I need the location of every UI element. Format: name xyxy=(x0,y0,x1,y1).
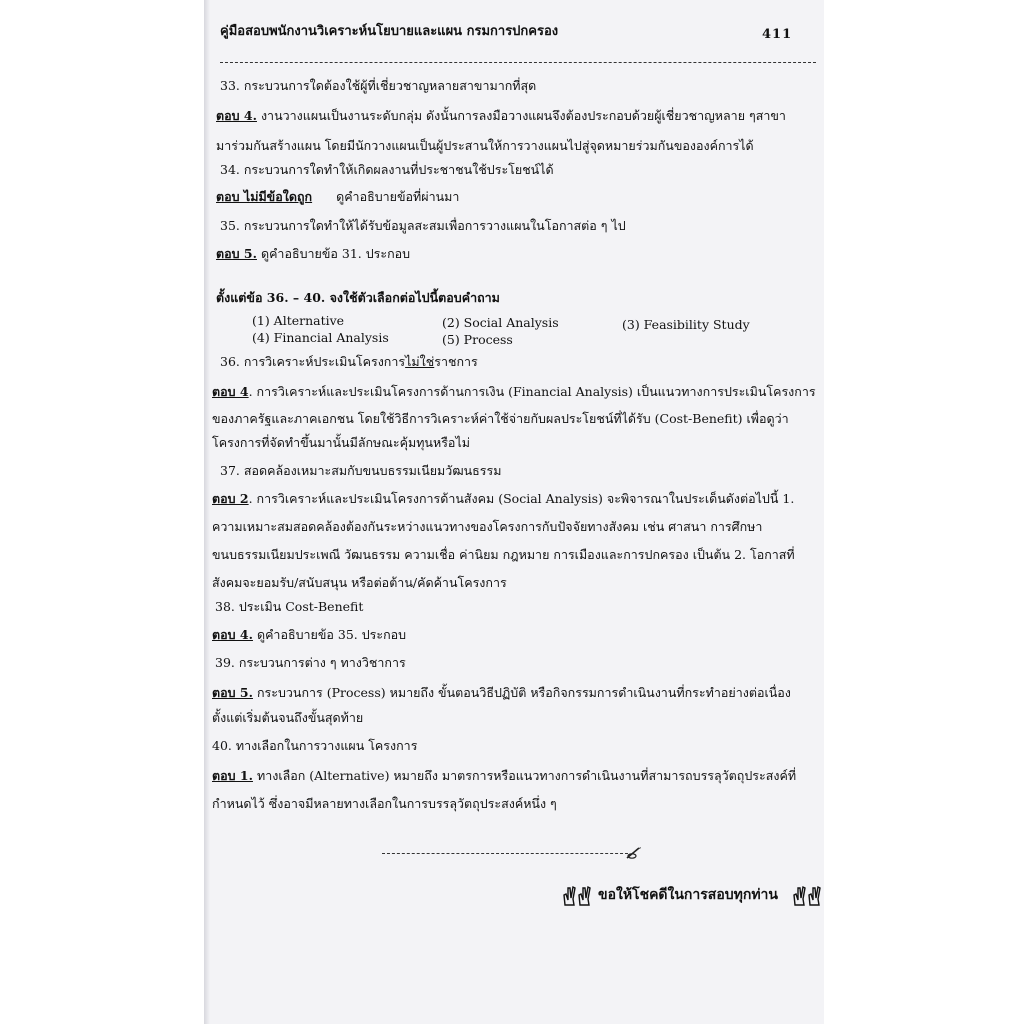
answer-37 xyxy=(212,491,794,507)
page-number: 411 xyxy=(762,27,793,42)
answer-40-line-2: กำหนดไว้ ซึ่งอาจมีหลายทางเลือกในการบรรลุวัตถุประสงค์หนึ่ง ๆ xyxy=(212,796,557,811)
answer-40 xyxy=(212,768,796,784)
answer-label: ตอบ 5. xyxy=(216,246,257,261)
answer-label: ตอบ 5. xyxy=(212,685,253,700)
victory-hands-icon xyxy=(562,885,594,907)
question-35: 35. กระบวนการใดทำให้ได้รับข้อมูลสะสมเพื่อการวางแผนในโอกาสต่อ ๆ ไป xyxy=(220,218,626,233)
question-34: 34. กระบวนการใดทำให้เกิดผลงานที่ประชาชนใช้ประโยชน์ได้ xyxy=(220,162,554,177)
answer-39-line-2: ตั้งแต่เริ่มต้นจนถึงขั้นสุดท้าย xyxy=(212,710,364,725)
answer-36 xyxy=(212,384,816,400)
answer-35 xyxy=(216,246,410,262)
question-text-end: ราชการ xyxy=(434,354,478,369)
question-40: 40. ทางเลือกในการวางแผน โครงการ xyxy=(212,738,418,753)
answer-label: ตอบ ไม่มีข้อใดถูก xyxy=(216,189,313,204)
answer-label: ตอบ 4. xyxy=(212,627,253,642)
option-feasibility-study: (3) Feasibility Study xyxy=(622,317,750,332)
answer-label: ตอบ 2 xyxy=(212,491,249,506)
header-divider xyxy=(220,62,816,63)
answer-label: ตอบ 4. xyxy=(216,108,257,123)
question-emphasis: ไม่ใช่ xyxy=(405,354,435,369)
question-36 xyxy=(220,354,478,370)
answer-34 xyxy=(216,189,459,205)
answer-text: ดูคำอธิบายข้อที่ผ่านมา xyxy=(336,189,460,204)
pen-icon xyxy=(626,846,642,860)
question-33: 33. กระบวนการใดต้องใช้ผู้ที่เชี่ยวชาญหลายสาขามากที่สุด xyxy=(220,78,537,93)
answer-36-line-3: โครงการที่จัดทำขึ้นมานั้นมีลักษณะคุ้มทุนหรือไม่ xyxy=(212,435,470,450)
answer-text: . การวิเคราะห์และประเมินโครงการด้านสังคม (Social Analysis) จะพิจารณาในประเด็นดังต่อไปนี้ 1. xyxy=(248,491,795,506)
page-gutter-shadow xyxy=(204,0,210,1024)
answer-36-line-2: ของภาครัฐและภาคเอกชน โดยใช้วิธีการวิเคราะห์ค่าใช้จ่ายกับผลประโยชน์ที่ได้รับ (Cost-Benefit) เพื่อดูว่า xyxy=(212,411,789,426)
section-instruction: ตั้งแต่ข้อ 36. – 40. จงใช้ตัวเลือกต่อไปนี้ตอบคำถาม xyxy=(216,290,500,305)
answer-text: . การวิเคราะห์และประเมินโครงการด้านการเงิน (Financial Analysis) เป็นแนวทางการประเมินโครงการ xyxy=(248,384,816,399)
answer-33-line-2: มาร่วมกันสร้างแผน โดยมีนักวางแผนเป็นผู้ประสานให้การวางแผนไปสู่จุดหมายร่วมกันขององค์การได้ xyxy=(216,138,754,153)
answer-33 xyxy=(216,108,786,124)
question-37: 37. สอดคล้องเหมาะสมกับขนบธรรมเนียมวัฒนธรรม xyxy=(220,463,502,478)
answer-text: งานวางแผนเป็นงานระดับกลุ่ม ดังนั้นการลงมือวางแผนจึงต้องประกอบด้วยผู้เชี่ยวชาญหลาย ๆสาขา xyxy=(260,108,786,123)
answer-label: ตอบ 1. xyxy=(212,768,253,783)
question-38: 38. ประเมิน Cost-Benefit xyxy=(215,599,364,614)
option-alternative: (1) Alternative xyxy=(252,313,345,328)
answer-37-line-4: สังคมจะยอมรับ/สนับสนุน หรือต่อต้าน/คัดค้านโครงการ xyxy=(212,575,507,590)
option-social-analysis: (2) Social Analysis xyxy=(442,315,559,330)
question-39: 39. กระบวนการต่าง ๆ ทางวิชาการ xyxy=(215,655,406,670)
end-divider xyxy=(382,853,628,854)
option-process: (5) Process xyxy=(442,332,513,347)
answer-label: ตอบ 4 xyxy=(212,384,249,399)
question-text: 36. การวิเคราะห์ประเมินโครงการ xyxy=(220,354,406,369)
answer-37-line-3: ขนบธรรมเนียมประเพณี วัฒนธรรม ความเชื่อ ค่านิยม กฎหมาย การเมืองและการปกครอง เป็นต้น 2. โอกาสที่ xyxy=(212,547,795,562)
answer-39 xyxy=(212,685,791,701)
running-header-title: คู่มือสอบพนักงานวิเคราะห์นโยบายและแผน กรมการปกครอง xyxy=(220,24,559,39)
answer-37-line-2: ความเหมาะสมสอดคล้องต้องกันระหว่างแนวทางของโครงการกับปัจจัยทางสังคม เช่น ศาสนา การศึกษา xyxy=(212,519,763,534)
victory-hands-icon xyxy=(792,885,824,907)
good-luck-message: ขอให้โชคดีในการสอบทุกท่าน xyxy=(598,887,778,903)
option-financial-analysis: (4) Financial Analysis xyxy=(252,330,389,345)
answer-text: กระบวนการ (Process) หมายถึง ขั้นตอนวิธีปฏิบัติ หรือกิจกรรมการดำเนินงานที่กระทำอย่างต่อเนื่อง xyxy=(256,685,791,700)
answer-text: ดูคำอธิบายข้อ 35. ประกอบ xyxy=(256,627,407,642)
answer-text: ทางเลือก (Alternative) หมายถึง มาตรการหรือแนวทางการดำเนินงานที่สามารถบรรลุวัตถุประสงค์ที่ xyxy=(256,768,797,783)
answer-38 xyxy=(212,627,406,643)
answer-text: ดูคำอธิบายข้อ 31. ประกอบ xyxy=(260,246,411,261)
